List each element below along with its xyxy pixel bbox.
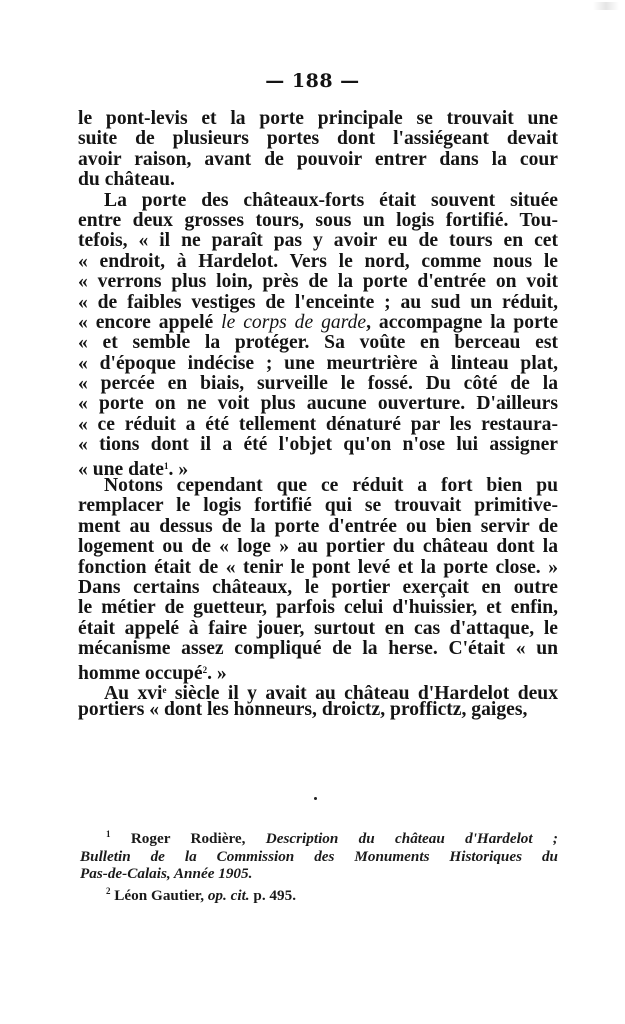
- footnote-author: Roger Rodière,: [110, 830, 266, 847]
- footnote-title: Bulletin de la Commission des Monuments Historiques du: [80, 847, 558, 865]
- text-line: Notons cependant que ce réduit a fort bien pu: [104, 475, 558, 497]
- text-line: fonction était de « tenir le pont levé et la porte close. »: [78, 556, 558, 578]
- scan-artifact: [593, 2, 619, 10]
- text-line: remplacer le logis fortifié qui se trouvait primitive-: [78, 495, 558, 517]
- superscript-marker: e: [162, 684, 167, 695]
- superscript-marker: 1: [164, 460, 169, 471]
- text-line: « tions dont il a été l'objet qu'on n'ose lui assigner: [78, 434, 558, 456]
- footnote-title: Pas-de-Calais, Année 1905.: [80, 865, 253, 882]
- footnote-author: Léon Gautier,: [110, 886, 208, 904]
- text-run: « une date: [78, 458, 165, 480]
- text-line: [78, 456, 558, 480]
- text-line: logement ou de « loge » au portier du château dont la: [78, 536, 558, 558]
- footnote-marker: 1: [106, 829, 111, 839]
- text-line: « d'époque indécise ; une meurtrière à linteau plat,: [78, 352, 558, 374]
- text-line: du château.: [78, 169, 175, 191]
- text-run: . »: [168, 458, 189, 480]
- text-line: ment au dessus de la porte d'entrée ou bien servir de: [78, 515, 558, 537]
- page-number: — 188 —: [265, 70, 360, 92]
- text-line: La porte des châteaux-forts était souvent située: [104, 189, 558, 211]
- text-run: Au xvi: [104, 682, 163, 704]
- text-line: le métier de guetteur, parfois celui d'huissier, et enfin,: [78, 597, 558, 619]
- text-line: [78, 313, 558, 333]
- footnote-1-line-3: [80, 865, 558, 883]
- text-line: « endroit, à Hardelot. Vers le nord, comme nous le: [78, 250, 558, 272]
- text-run: homme occupé: [78, 662, 203, 684]
- text-run: . »: [207, 662, 227, 684]
- text-line: portiers « dont les honneurs, droictz, proffictz, gaiges,: [78, 699, 528, 721]
- text-line: « verrons plus loin, près de la porte d'entrée on voit: [78, 271, 558, 293]
- text-run: , accompagne la porte: [366, 311, 559, 333]
- text-line: avoir raison, avant de pouvoir entrer dans la cour: [78, 148, 558, 170]
- text-line: était appelé à faire jouer, surtout en cas d'attaque, le: [78, 617, 558, 639]
- footnote-1-line-1: [80, 826, 558, 848]
- text-line: « ce réduit a été tellement dénaturé par les restaura-: [78, 413, 558, 435]
- footnote-2: [80, 883, 558, 905]
- footnote-1-line-2: [80, 848, 558, 866]
- text-line: [78, 680, 558, 704]
- italic-term: le corps de garde: [221, 311, 367, 333]
- text-line: « et semble la protéger. Sa voûte en berceau est: [78, 332, 558, 354]
- footnote-citation: op. cit.: [207, 886, 250, 904]
- text-run: siècle il y avait au château d'Hardelot deux: [166, 682, 558, 704]
- text-line: [78, 660, 558, 684]
- footnotes: [80, 826, 558, 904]
- text-line: mécanisme assez compliqué de la herse. C'était « un: [78, 638, 558, 660]
- body-text: [78, 109, 558, 721]
- text-run: « encore appelé: [78, 311, 222, 333]
- footnote-marker: 2: [106, 885, 111, 896]
- text-line: « percée en biais, surveille le fossé. Du côté de la: [78, 373, 558, 395]
- footnote-title: Description du château d'Hardelot ;: [265, 830, 558, 847]
- text-line: tefois, « il ne paraît pas y avoir eu de tours en cet: [78, 230, 558, 252]
- text-line: le pont-levis et la porte principale se trouvait une: [78, 108, 558, 129]
- text-line: entre deux grosses tours, sous un logis fortifié. Tou-: [78, 209, 558, 231]
- text-line: « porte on ne voit plus aucune ouverture. D'ailleurs: [78, 393, 558, 415]
- text-line: « de faibles vestiges de l'enceinte ; au sud un réduit,: [78, 291, 558, 313]
- text-line: Dans certains châteaux, le portier exerçait en outre: [78, 576, 558, 598]
- text-line: suite de plusieurs portes dont l'assiégeant devait: [78, 128, 558, 150]
- superscript-marker: 2: [202, 664, 208, 675]
- stray-dot: [314, 797, 317, 800]
- footnote-page: p. 495.: [249, 886, 297, 904]
